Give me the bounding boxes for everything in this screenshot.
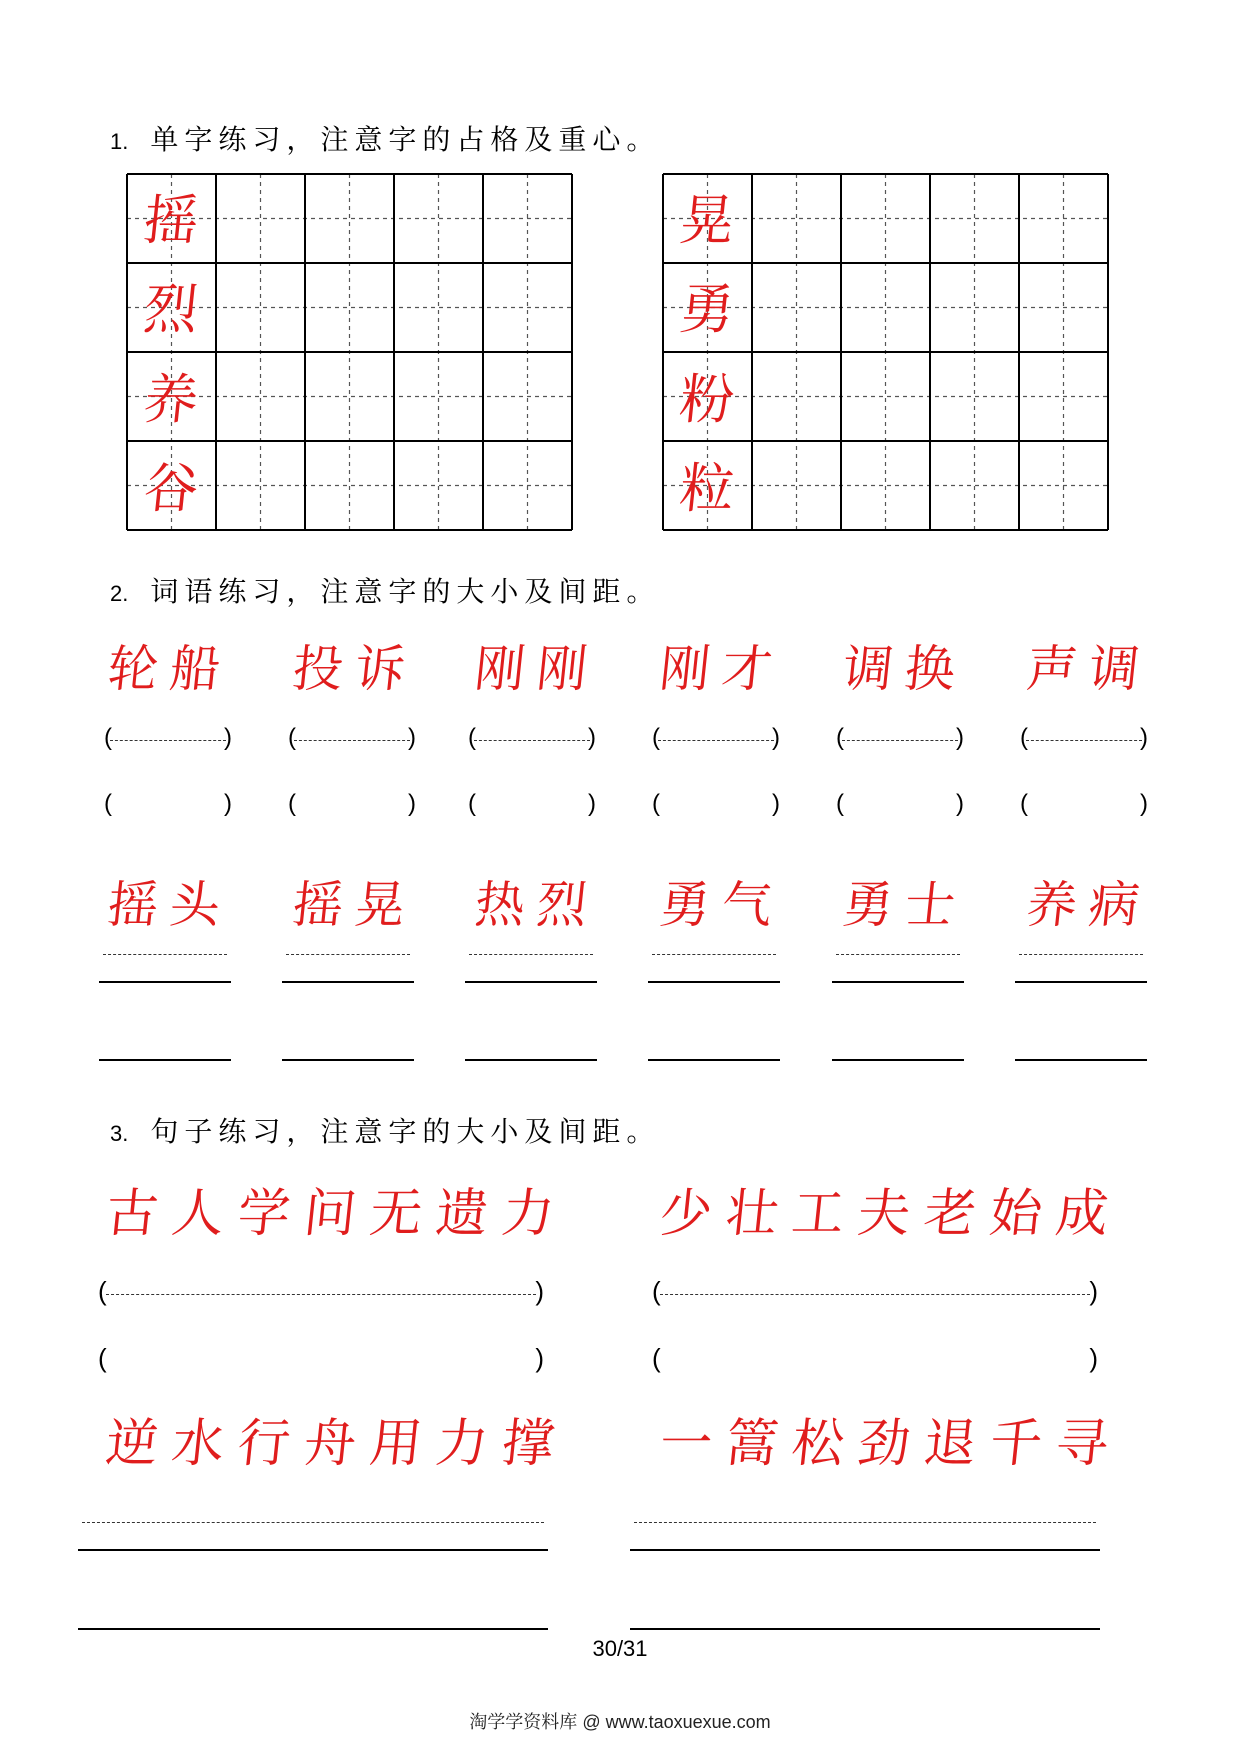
paren-close: ) bbox=[408, 790, 416, 817]
section-title: 句子练习，注意字的大小及间距。 bbox=[150, 1115, 661, 1148]
writing-line[interactable] bbox=[648, 1059, 780, 1061]
paren-open: ( bbox=[288, 790, 296, 817]
paren-close: ) bbox=[535, 1343, 544, 1373]
paren-close: ) bbox=[956, 790, 964, 817]
grid-char: 摇 bbox=[140, 189, 202, 252]
grid-char: 晃 bbox=[676, 189, 738, 252]
page-number: 30/31 bbox=[592, 1636, 648, 1661]
paren-open: ( bbox=[104, 724, 112, 751]
practice-word: 刚才 bbox=[656, 640, 788, 698]
section-number: 3. bbox=[110, 1121, 129, 1146]
practice-sentence: 古人学问无遗力 bbox=[102, 1184, 572, 1244]
grid-char: 勇 bbox=[676, 278, 738, 341]
grid-char: 粉 bbox=[676, 368, 738, 431]
practice-word: 热烈 bbox=[471, 876, 603, 934]
paren-open: ( bbox=[1020, 724, 1028, 751]
paren-open: ( bbox=[652, 1276, 661, 1306]
paren-open: ( bbox=[652, 1343, 661, 1373]
practice-word: 调换 bbox=[839, 640, 971, 698]
paren-close: ) bbox=[1089, 1276, 1098, 1306]
paren-open: ( bbox=[1020, 790, 1028, 817]
paren-close: ) bbox=[1089, 1343, 1098, 1373]
sentence-writing-line[interactable] bbox=[630, 1628, 1100, 1630]
section-2-heading bbox=[110, 570, 660, 610]
paren-open: ( bbox=[836, 724, 844, 751]
writing-line[interactable] bbox=[465, 1059, 597, 1061]
practice-sentence: 少壮工夫老始成 bbox=[656, 1184, 1126, 1244]
grid-char: 烈 bbox=[140, 278, 202, 341]
paren-open: ( bbox=[288, 724, 296, 751]
section-number: 2. bbox=[110, 581, 129, 606]
paren-close: ) bbox=[535, 1276, 544, 1306]
grid-char: 养 bbox=[140, 368, 202, 431]
practice-word: 刚刚 bbox=[471, 640, 603, 698]
paren-close: ) bbox=[772, 724, 780, 751]
grid-char: 粒 bbox=[676, 457, 738, 520]
practice-word: 养病 bbox=[1023, 876, 1155, 934]
paren-open: ( bbox=[468, 724, 476, 751]
sentence-writing-line[interactable] bbox=[78, 1628, 548, 1630]
writing-line[interactable] bbox=[282, 1059, 414, 1061]
section-1-heading bbox=[110, 118, 660, 158]
writing-line[interactable] bbox=[99, 1059, 231, 1061]
practice-word: 摇头 bbox=[104, 876, 236, 934]
paren-close: ) bbox=[224, 724, 232, 751]
grid-char: 谷 bbox=[140, 457, 202, 520]
paren-close: ) bbox=[588, 724, 596, 751]
paren-open: ( bbox=[98, 1276, 107, 1306]
paren-close: ) bbox=[1140, 790, 1148, 817]
site-footer: 淘学学资料库 @ www.taoxuexue.com bbox=[469, 1712, 771, 1732]
practice-word: 勇气 bbox=[656, 876, 788, 934]
section-3-heading bbox=[110, 1110, 660, 1150]
practice-word: 投诉 bbox=[289, 640, 421, 698]
section-number: 1. bbox=[110, 129, 129, 154]
paren-open: ( bbox=[652, 790, 660, 817]
paren-open: ( bbox=[98, 1343, 107, 1373]
practice-word: 声调 bbox=[1023, 640, 1155, 698]
writing-line[interactable] bbox=[1015, 1059, 1147, 1061]
paren-close: ) bbox=[772, 790, 780, 817]
writing-line[interactable] bbox=[832, 1059, 964, 1061]
practice-sentence: 逆水行舟用力撑 bbox=[102, 1414, 572, 1474]
paren-open: ( bbox=[468, 790, 476, 817]
paren-close: ) bbox=[408, 724, 416, 751]
practice-word: 轮船 bbox=[104, 640, 236, 698]
practice-word: 摇晃 bbox=[289, 876, 421, 934]
paren-close: ) bbox=[224, 790, 232, 817]
paren-close: ) bbox=[956, 724, 964, 751]
paren-open: ( bbox=[652, 724, 660, 751]
section-title: 单字练习，注意字的占格及重心。 bbox=[150, 123, 661, 156]
paren-open: ( bbox=[104, 790, 112, 817]
section-title: 词语练习，注意字的大小及间距。 bbox=[150, 575, 661, 608]
paren-open: ( bbox=[836, 790, 844, 817]
practice-sentence: 一篙松劲退千寻 bbox=[656, 1414, 1126, 1474]
practice-word: 勇士 bbox=[839, 876, 971, 934]
paren-close: ) bbox=[1140, 724, 1148, 751]
paren-close: ) bbox=[588, 790, 596, 817]
